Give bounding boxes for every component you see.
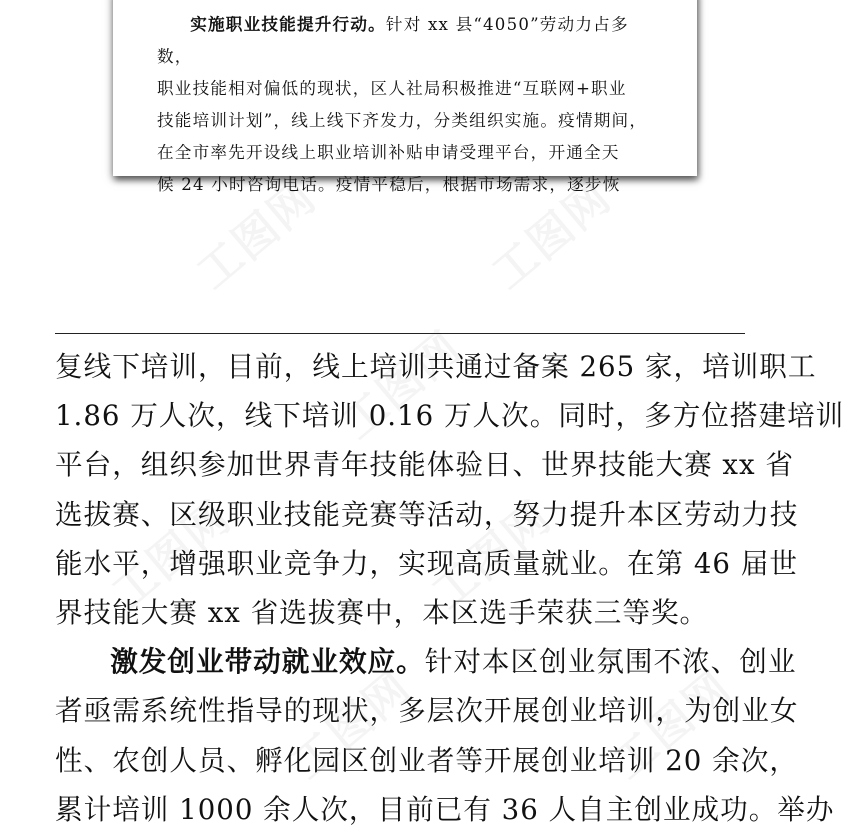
- section-heading: 实施职业技能提升行动。: [190, 14, 386, 34]
- text-line: [55, 637, 797, 686]
- excerpt-line: 候 24 小时咨询电话。疫情平稳后，根据市场需求，逐步恢: [157, 175, 621, 194]
- section-heading: 激发创业带动就业效应。: [110, 645, 425, 679]
- excerpt-line: 技能培训计划”，线上线下齐发力，分类组织实施。疫情期间，: [157, 111, 648, 130]
- excerpt-line: 职业技能相对偏低的现状，区人社局积极推进“互联网+职业: [157, 79, 627, 98]
- text-line: 平台，组织参加世界青年技能体验日、世界技能大赛 xx 省: [55, 448, 794, 482]
- divider: [55, 333, 745, 334]
- text-line: 者亟需系统性指导的现状，多层次开展创业培训，为创业女: [55, 694, 799, 728]
- text-line: 能水平，增强职业竞争力，实现高质量就业。在第 46 届世: [55, 546, 798, 580]
- text-line: 性、农创人员、孵化园区创业者等开展创业培训 20 余次，: [55, 743, 798, 777]
- text-line: 复线下培训，目前，线上培训共通过备案 265 家，培训职工: [55, 350, 817, 383]
- text-line: 界技能大赛 xx 省选拔赛中，本区选手荣获三等奖。: [55, 596, 709, 630]
- excerpt-line: 在全市率先开设线上职业培训补贴申请受理平台，开通全天: [157, 143, 620, 162]
- text-line: 1.86 万人次，线下培训 0.16 万人次。同时，多方位搭建培训: [55, 399, 844, 433]
- body-text: [55, 342, 844, 834]
- excerpt-line: [157, 8, 657, 73]
- text-line: 累计培训 1000 余人次，目前已有 36 人自主创业成功。举办: [55, 792, 835, 826]
- text-line-content: 针对本区创业氛围不浓、创业: [424, 645, 797, 679]
- text-line: 选拔赛、区级职业技能竞赛等活动，努力提升本区劳动力技: [55, 497, 799, 531]
- excerpt-text: [157, 8, 657, 201]
- excerpt-line-text: 针对 xx 县“4050”劳动力占多数，: [157, 15, 629, 66]
- page-excerpt-card: [113, 0, 697, 194]
